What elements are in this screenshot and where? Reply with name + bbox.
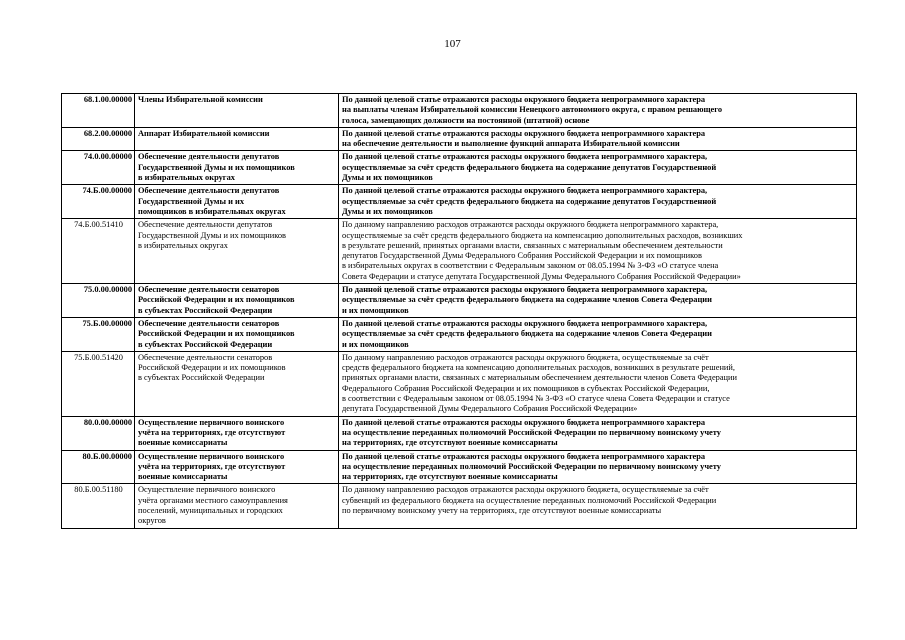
table-row xyxy=(62,127,857,151)
target-article-description xyxy=(339,219,857,284)
page-number: 107 xyxy=(444,38,461,50)
target-article-description-line: По данному направлению расходов отражаются расходы окружного бюджета, осуществляемые за счёт xyxy=(342,352,709,362)
target-article-name xyxy=(135,151,339,185)
target-article-description-line: на осуществление переданных полномочий Российской Федерации по первичному воинскому учету xyxy=(342,461,721,471)
budget-classification-table xyxy=(61,93,857,529)
target-article-description-line: осуществляемые за счёт средств федерального бюджета на содержание членов Совета Федерации xyxy=(342,295,712,305)
target-article-name-line: Осуществление первичного воинского xyxy=(138,451,285,461)
target-article-description-line: голоса, замещающих должности на постоянной (штатной) основе xyxy=(342,115,590,125)
target-article-name-line: в субъектах Российской Федерации xyxy=(138,373,265,383)
target-article-name-line: Аппарат Избирательной комиссии xyxy=(138,128,270,138)
table-row xyxy=(62,185,857,219)
target-article-code: 75.0.00.00000 xyxy=(62,284,135,318)
target-article-name-line: Обеспечение деятельности депутатов xyxy=(138,186,280,196)
target-article-description-line: на территориях, где отсутствуют военные комиссариаты xyxy=(342,472,558,482)
table-row xyxy=(62,351,857,416)
target-article-name-line: помощников в избирательных округах xyxy=(138,206,286,216)
target-article-name-line: в избирательных округах xyxy=(138,173,235,183)
target-article-name-line: военные комиссариаты xyxy=(138,438,228,448)
target-article-name-line: учёта на территориях, где отсутствуют xyxy=(138,427,286,437)
target-article-description-line: По данной целевой статье отражаются расходы окружного бюджета непрограммного характера xyxy=(342,95,706,104)
target-article-description-line: на территориях, где отсутствуют военные комиссариаты xyxy=(342,438,558,448)
target-article-code: 80.0.00.00000 xyxy=(62,416,135,450)
table-row xyxy=(62,219,857,284)
target-article-description-line: и их помощников xyxy=(342,305,409,315)
target-article-name-line: в избирательных округах xyxy=(138,240,228,250)
target-article-description xyxy=(339,94,857,128)
table-row xyxy=(62,484,857,528)
target-article-description-line: По данному направлению расходов отражаются расходы окружного бюджета, осуществляемые за счёт xyxy=(342,485,709,495)
target-article-description-line: по первичному воинскому учету на территориях, где отсутствуют военные комиссариаты xyxy=(342,505,662,515)
target-article-name-line: Осуществление первичного воинского xyxy=(138,417,285,427)
target-article-name-line: Члены Избирательной комиссии xyxy=(138,95,263,104)
target-article-name-line: Обеспечение деятельности сенаторов xyxy=(138,285,280,295)
target-article-name-line: Обеспечение деятельности депутатов xyxy=(138,152,280,162)
target-article-name-line: Обеспечение деятельности сенаторов xyxy=(138,352,273,362)
target-article-name-line: военные комиссариаты xyxy=(138,472,228,482)
target-article-name-line: Обеспечение деятельности сенаторов xyxy=(138,318,280,328)
target-article-code: 68.2.00.00000 xyxy=(62,127,135,151)
target-article-code: 74.0.00.00000 xyxy=(62,151,135,185)
target-article-description-line: Думы и их помощников xyxy=(342,173,433,183)
target-article-description-line: в избирательных округах в соответствии с Федеральным законом от 08.05.1994 № 3-ФЗ «О статусе члена xyxy=(342,261,719,271)
target-article-name-line: Российской Федерации и их помощников xyxy=(138,295,295,305)
target-article-name-line: в субъектах Российской Федерации xyxy=(138,339,273,349)
table-row xyxy=(62,151,857,185)
target-article-name-line: учёта органами местного самоуправления xyxy=(138,495,288,505)
table-body xyxy=(62,94,857,529)
target-article-name-line: Государственной Думы и их помощников xyxy=(138,162,295,172)
target-article-description-line: и их помощников xyxy=(342,339,409,349)
target-article-name xyxy=(135,351,339,416)
target-article-name xyxy=(135,416,339,450)
target-article-description xyxy=(339,484,857,528)
target-article-description xyxy=(339,351,857,416)
target-article-description-line: Думы и их помощников xyxy=(342,206,433,216)
target-article-name xyxy=(135,219,339,284)
target-article-description xyxy=(339,416,857,450)
target-article-description-line: субвенций из федерального бюджета на осуществление переданных полномочий Российской Федерации xyxy=(342,495,717,505)
target-article-name xyxy=(135,450,339,484)
target-article-name xyxy=(135,94,339,128)
target-article-description xyxy=(339,127,857,151)
target-article-name-line: учёта на территориях, где отсутствуют xyxy=(138,461,286,471)
table-row xyxy=(62,94,857,128)
target-article-code: 80.Б.00.51180 xyxy=(62,484,135,528)
target-article-code: 75.Б.00.51420 xyxy=(62,351,135,416)
target-article-description-line: на осуществление переданных полномочий Российской Федерации по первичному воинскому учету xyxy=(342,427,721,437)
table-row xyxy=(62,317,857,351)
table-row xyxy=(62,416,857,450)
target-article-description-line: По данной целевой статье отражаются расходы окружного бюджета непрограммного характера, xyxy=(342,186,708,196)
target-article-name xyxy=(135,284,339,318)
target-article-description xyxy=(339,151,857,185)
target-article-description-line: По данной целевой статье отражаются расходы окружного бюджета непрограммного характера, xyxy=(342,285,708,295)
target-article-description-line: принятых органами власти, связанных с материальным обеспечением деятельности членов Совета Федерации xyxy=(342,373,738,383)
target-article-name-line: в субъектах Российской Федерации xyxy=(138,305,273,315)
target-article-description-line: Совета Федерации и статусе депутата Государственной Думы Федерального Собрания Российской Федерации» xyxy=(342,271,741,281)
target-article-description xyxy=(339,284,857,318)
target-article-description-line: на выплаты членам Избирательной комиссии Ненецкого автономного округа, с правом решающего xyxy=(342,105,723,115)
target-article-name xyxy=(135,317,339,351)
target-article-name-line: Российской Федерации и их помощников xyxy=(138,329,295,339)
target-article-code: 80.Б.00.00000 xyxy=(62,450,135,484)
target-article-name xyxy=(135,127,339,151)
target-article-description-line: осуществляемые за счёт средств федерального бюджета на содержание депутатов Государственной xyxy=(342,196,717,206)
target-article-name-line: Государственной Думы и их помощников xyxy=(138,230,287,240)
table-row xyxy=(62,450,857,484)
target-article-name xyxy=(135,185,339,219)
target-article-description-line: депутатов Государственной Думы Федерального Собрания Российской Федерации и их помощников xyxy=(342,251,702,261)
target-article-description-line: на обеспечение деятельности и выполнение функций аппарата Избирательной комиссии xyxy=(342,139,680,149)
target-article-code: 75.Б.00.00000 xyxy=(62,317,135,351)
target-article-description-line: в соответствии с Федеральным законом от 08.05.1994 № 3-ФЗ «О статусе члена Совета Федерации и статусе xyxy=(342,394,730,404)
target-article-name-line: Осуществление первичного воинского xyxy=(138,485,276,495)
target-article-code: 68.1.00.00000 xyxy=(62,94,135,128)
target-article-description-line: По данному направлению расходов отражаются расходы окружного бюджета непрограммного характера, xyxy=(342,220,719,230)
target-article-description-line: депутата Государственной Думы Федерального Собрания Российской Федерации» xyxy=(342,404,638,414)
target-article-description-line: осуществляемые за счёт средств федерального бюджета на содержание депутатов Государственной xyxy=(342,162,717,172)
target-article-name-line: Государственной Думы и их xyxy=(138,196,245,206)
target-article-name-line: Обеспечение деятельности депутатов xyxy=(138,220,273,230)
target-article-description-line: осуществляемые за счёт средств федерального бюджета на компенсацию дополнительных расходов, возникших xyxy=(342,230,743,240)
target-article-code: 74.Б.00.51410 xyxy=(62,219,135,284)
target-article-description-line: По данной целевой статье отражаются расходы окружного бюджета непрограммного характера xyxy=(342,417,706,427)
target-article-description-line: в результате решений, принятых органами власти, связанных с материальным обеспечением деятельности xyxy=(342,240,723,250)
target-article-description-line: По данной целевой статье отражаются расходы окружного бюджета непрограммного характера xyxy=(342,128,706,138)
target-article-description-line: По данной целевой статье отражаются расходы окружного бюджета непрограммного характера, xyxy=(342,152,708,162)
target-article-name-line: Российской Федерации и их помощников xyxy=(138,363,286,373)
target-article-name-line: поселений, муниципальных и городских xyxy=(138,505,283,515)
table-row xyxy=(62,284,857,318)
target-article-name-line: округов xyxy=(138,516,166,526)
target-article-description-line: По данной целевой статье отражаются расходы окружного бюджета непрограммного характера, xyxy=(342,318,708,328)
target-article-description xyxy=(339,185,857,219)
target-article-description-line: осуществляемые за счёт средств федерального бюджета на содержание членов Совета Федерации xyxy=(342,329,712,339)
target-article-code: 74.Б.00.00000 xyxy=(62,185,135,219)
target-article-description-line: По данной целевой статье отражаются расходы окружного бюджета непрограммного характера xyxy=(342,451,706,461)
target-article-description xyxy=(339,317,857,351)
target-article-description-line: средств федерального бюджета на компенсацию дополнительных расходов, возникших в результате решений, xyxy=(342,363,735,373)
target-article-name xyxy=(135,484,339,528)
target-article-description xyxy=(339,450,857,484)
target-article-description-line: Федерального Собрания Российской Федерации и их помощников в субъектах Российской Федерации, xyxy=(342,383,710,393)
